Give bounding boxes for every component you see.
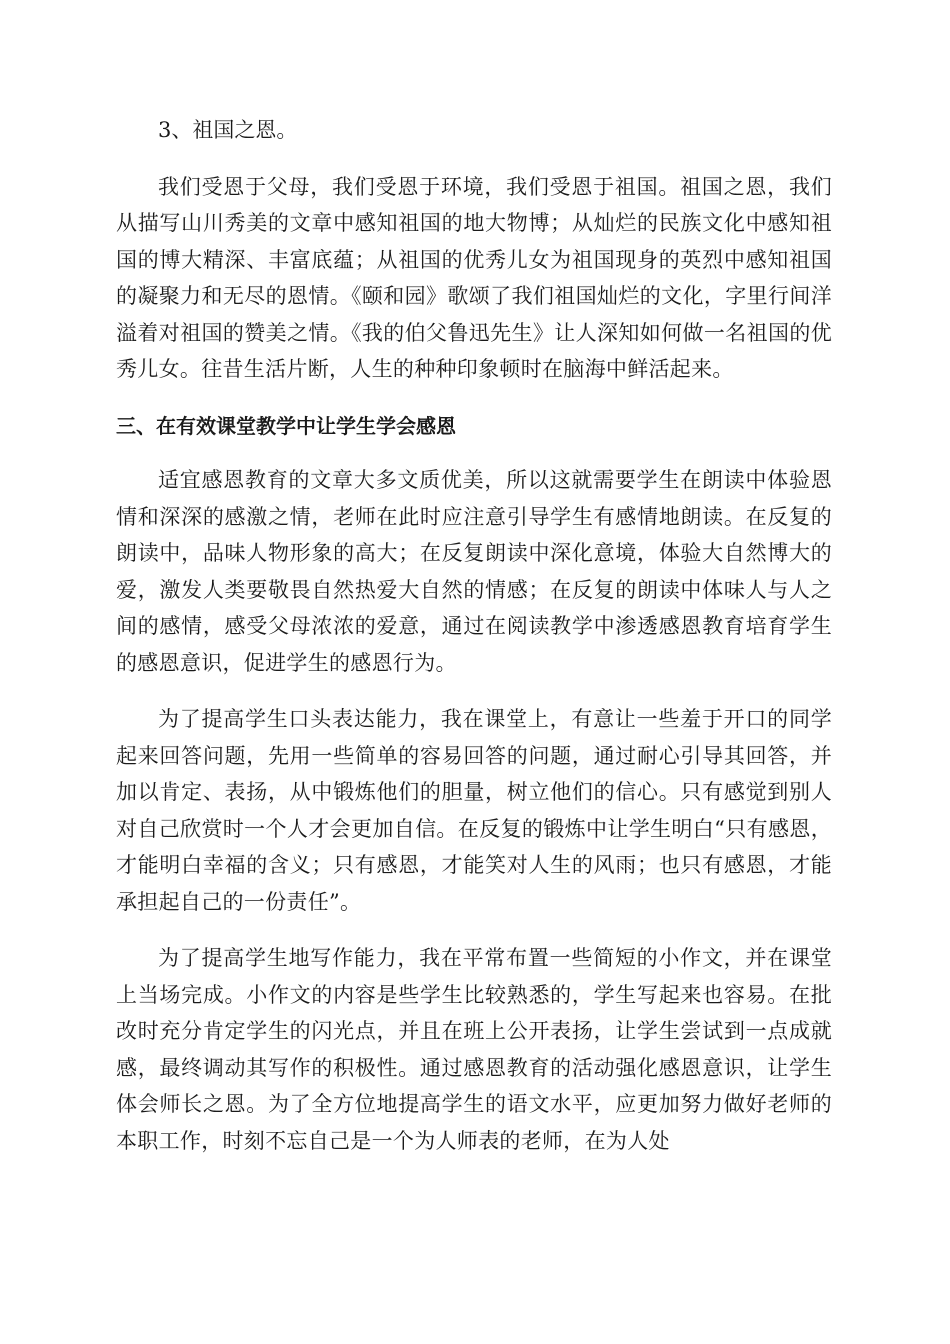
- document-page: [116, 112, 832, 1159]
- section-heading: 三、在有效课堂教学中让学生学会感恩: [116, 413, 456, 438]
- paragraph-oral-expression: 为了提高学生口头表达能力，我在课堂上，有意让一些羞于开口的同学起来回答问题，先用一些简单的容易回答的问题，通过耐心引导其回答，并加以肯定、表扬，从中锻炼他们的胆量，树立他们的信心。只有感觉到别人对自己欣赏时一个人才会更加自信。在反复的锻炼中让学生明白“只有感恩，才能明白幸福的含义；只有感恩，才能笑对人生的风雨；也只有感恩，才能承担起自己的一份责任”。: [116, 707, 832, 914]
- item-heading: 3、祖国之恩。: [158, 118, 298, 142]
- paragraph-motherland-grace: 我们受恩于父母，我们受恩于环境，我们受恩于祖国。祖国之恩，我们从描写山川秀美的文章中感知祖国的地大物博；从灿烂的民族文化中感知祖国的博大精深、丰富底蕴；从祖国的优秀儿女为祖国现身的英烈中感知祖国的凝聚力和无尽的恩情。《颐和园》歌颂了我们祖国灿烂的文化，字里行间洋溢着对祖国的赞美之情。《我的伯父鲁迅先生》让人深知如何做一名祖国的优秀儿女。往昔生活片断，人生的种种印象顿时在脑海中鲜活起来。: [116, 174, 832, 381]
- paragraph-writing-ability: 为了提高学生地写作能力，我在平常布置一些简短的小作文，并在课堂上当场完成。小作文的内容是些学生比较熟悉的，学生写起来也容易。在批改时充分肯定学生的闪光点，并且在班上公开表扬，让学生尝试到一点成就感，最终调动其写作的积极性。通过感恩教育的活动强化感恩意识，让学生体会师长之恩。为了全方位地提高学生的语文水平，应更加努力做好老师的本职工作，时刻不忘自己是一个为人师表的老师，在为人处: [116, 946, 832, 1153]
- paragraph-reading-aloud: 适宜感恩教育的文章大多文质优美，所以这就需要学生在朗读中体验恩情和深深的感激之情，老师在此时应注意引导学生有感情地朗读。在反复的朗读中，品味人物形象的高大；在反复朗读中深化意境，体验大自然博大的爱，激发人类要敬畏自然热爱大自然的情感；在反复的朗读中体味人与人之间的感情，感受父母浓浓的爱意，通过在阅读教学中渗透感恩教育培育学生的感恩意识，促进学生的感恩行为。: [116, 468, 832, 675]
